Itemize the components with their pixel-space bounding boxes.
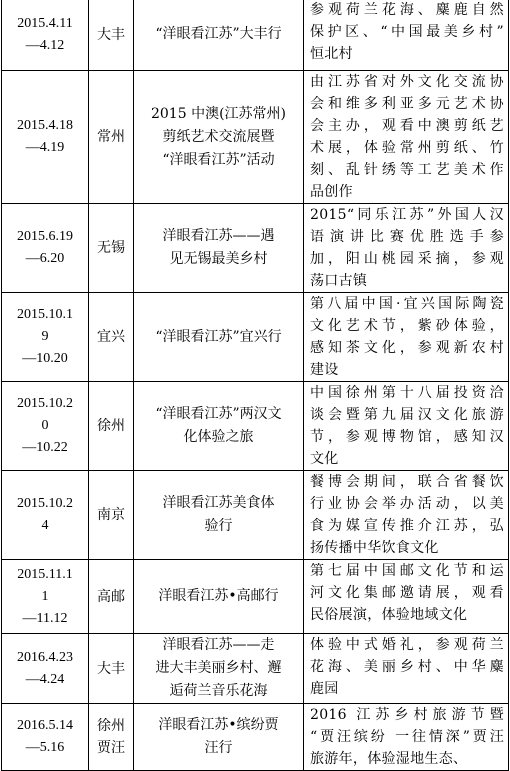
- city-cell: [89, 0, 134, 71]
- description-cell-line: 民俗展演，体验地域文化: [310, 607, 468, 623]
- description-cell-line: 花海、美丽乡村、中华麋: [310, 659, 504, 675]
- city-cell-line: 大丰: [97, 660, 125, 677]
- city-cell-line: 无锡: [97, 240, 125, 256]
- activity-cell-line: 逅荷兰音乐花海: [169, 683, 268, 699]
- city-cell-line: 大丰: [97, 26, 125, 43]
- date-cell: [2, 71, 89, 204]
- description-cell-line: 鹿园: [310, 681, 339, 697]
- activity-cell-line: 洋眼看江苏•缤纷贾: [158, 717, 279, 733]
- description-cell-line: 参观荷兰花海、麋鹿自然: [310, 2, 504, 18]
- description-cell-line: 会和维多利亚多元艺术协: [310, 96, 504, 112]
- description-cell-line: 加，阳山桃园采摘，参观: [310, 251, 504, 267]
- date-cell: [2, 382, 89, 471]
- activity-cell: [134, 293, 304, 382]
- activity-cell-line: 进大丰美丽乡村、邂: [155, 660, 282, 676]
- description-cell-line: “贾汪缤纷 一往情深”贾汪: [310, 729, 504, 745]
- description-cell: [304, 471, 509, 560]
- date-cell-line: 2015.4.11: [17, 15, 73, 31]
- itinerary-table: [1, 0, 509, 771]
- date-cell-line: —5.16: [25, 740, 65, 755]
- date-cell: [2, 704, 89, 771]
- description-cell-line: 会主办，观看中澳剪纸艺: [310, 118, 504, 134]
- date-cell-line: 2015.10.2: [17, 496, 73, 511]
- date-cell: [2, 634, 89, 704]
- city-cell-line: 宜兴: [97, 329, 125, 345]
- city-cell: [89, 471, 134, 560]
- city-cell: [89, 71, 134, 204]
- date-cell-line: —4.19: [25, 140, 65, 155]
- description-cell-line: 刻、乱针绣等工艺美术作: [310, 162, 504, 178]
- activity-cell-line: 见无锡最美乡村: [169, 251, 268, 267]
- date-cell-line: 2016.4.23: [17, 649, 73, 665]
- description-cell: [304, 704, 509, 771]
- description-cell-line: 2016 江苏乡村旅游节暨: [310, 707, 504, 723]
- activity-cell-line: “洋眼看江苏”宜兴行: [155, 328, 282, 345]
- description-cell: [304, 560, 509, 634]
- city-cell-line: 高邮: [97, 588, 125, 605]
- table-row: [2, 293, 509, 382]
- activity-cell-line: 验行: [204, 518, 233, 534]
- description-cell-line: 旅游年，体验湿地生态、: [310, 751, 468, 767]
- activity-cell: [134, 471, 304, 560]
- date-cell: [2, 560, 89, 634]
- table-row: [2, 560, 509, 634]
- city-cell: [89, 382, 134, 471]
- date-cell: [2, 204, 89, 293]
- description-cell-line: 扬传播中华饮食文化: [310, 540, 439, 556]
- activity-cell: [134, 0, 304, 71]
- table-row: [2, 0, 509, 71]
- description-cell-line: 体验中式婚礼，参观荷兰: [310, 637, 504, 653]
- activity-cell-line: 化体验之旅: [183, 429, 254, 445]
- description-cell-line: 感知茶文化，参观新农村: [310, 340, 504, 356]
- table-row: [2, 634, 509, 704]
- activity-cell: [134, 704, 304, 771]
- activity-cell: [134, 634, 304, 704]
- description-cell-line: 语演讲比赛优胜选手参: [310, 229, 504, 245]
- date-cell: [2, 293, 89, 382]
- description-cell: [304, 71, 509, 204]
- table-row: [2, 704, 509, 771]
- description-cell-line: 河文化集邮邀请展，观看: [310, 585, 504, 601]
- description-cell: [304, 204, 509, 293]
- description-cell-line: 由江苏省对外文化交流协: [310, 74, 504, 90]
- date-cell-line: 2015.10.2: [17, 396, 73, 411]
- city-cell: [89, 204, 134, 293]
- description-cell-line: 节，参观博物馆，感知汉: [310, 429, 504, 445]
- date-cell-line: 1: [41, 588, 49, 604]
- date-cell-line: —6.20: [25, 251, 65, 266]
- date-cell-line: —10.20: [22, 351, 68, 366]
- activity-cell-line: “洋眼看江苏”大丰行: [155, 26, 282, 42]
- activity-cell: [134, 204, 304, 293]
- description-cell-line: 行业协会举办活动，以美: [310, 496, 504, 512]
- date-cell-line: 2015.4.18: [17, 118, 73, 133]
- activity-cell-line: 洋眼看江苏•高邮行: [158, 588, 279, 604]
- description-cell-line: 谈会暨第九届汉文化旅游: [310, 407, 504, 423]
- date-cell-line: 0: [41, 418, 49, 433]
- city-cell-line: 南京: [97, 507, 125, 523]
- city-cell-line: 徐州: [97, 418, 125, 434]
- description-cell: [304, 634, 509, 704]
- date-cell-line: —4.24: [25, 671, 65, 687]
- description-cell-line: 术展，体验常州剪纸、竹: [310, 140, 504, 156]
- table-row: [2, 382, 509, 471]
- date-cell-line: —11.12: [22, 610, 68, 626]
- activity-cell: [134, 382, 304, 471]
- date-cell-line: —10.22: [22, 440, 68, 455]
- activity-cell-line: 汪行: [204, 740, 233, 756]
- activity-cell-line: “洋眼看江苏”活动: [162, 151, 275, 168]
- date-cell-line: 2015.11.1: [17, 566, 73, 582]
- activity-cell-line: 2015 中澳(江苏常州): [150, 105, 286, 122]
- description-cell-line: 第七届中国邮文化节和运: [310, 563, 504, 579]
- description-cell-line: 建设: [310, 362, 339, 378]
- table-row: [2, 471, 509, 560]
- description-cell-line: 恒北村: [310, 46, 353, 62]
- description-cell: [304, 0, 509, 71]
- city-cell-line: 常州: [97, 129, 125, 145]
- description-cell-line: 文化艺术节，紫砂体验，: [310, 318, 504, 334]
- city-cell-line: 徐州: [97, 718, 125, 734]
- date-cell-line: 2015.6.19: [17, 229, 73, 244]
- description-cell-line: 2015“同乐江苏”外国人汉: [310, 207, 504, 223]
- date-cell-line: —4.12: [25, 37, 65, 53]
- activity-cell-line: “洋眼看江苏”两汉文: [155, 406, 282, 422]
- description-cell-line: 保护区、“中国最美乡村”: [310, 24, 504, 40]
- date-cell-line: 9: [41, 329, 49, 344]
- activity-cell: [134, 71, 304, 204]
- city-cell-line: 贾汪: [97, 740, 125, 756]
- city-cell: [89, 634, 134, 704]
- city-cell: [89, 704, 134, 771]
- description-cell-line: 荡口古镇: [310, 273, 368, 289]
- activity-cell-line: 剪纸艺术交流展暨: [162, 128, 275, 145]
- date-cell-line: 2015.10.1: [17, 307, 73, 322]
- activity-cell: [134, 560, 304, 634]
- city-cell: [89, 560, 134, 634]
- activity-cell-line: 洋眼看江苏——遇: [162, 228, 275, 244]
- date-cell: [2, 0, 89, 71]
- description-cell-line: 文化: [310, 451, 339, 467]
- description-cell-line: 品创作: [310, 184, 353, 200]
- date-cell-line: 2016.5.14: [17, 718, 73, 733]
- description-cell: [304, 382, 509, 471]
- activity-cell-line: 洋眼看江苏美食体: [162, 495, 275, 511]
- date-cell: [2, 471, 89, 560]
- description-cell-line: 中国徐州第十八届投资洽: [310, 385, 504, 401]
- activity-cell-line: 洋眼看江苏——走: [162, 637, 275, 653]
- description-cell-line: 餐博会期间，联合省餐饮: [310, 474, 504, 490]
- description-cell-line: 食为媒宣传推介江苏，弘: [310, 518, 504, 534]
- description-cell: [304, 293, 509, 382]
- description-cell-line: 第八届中国·宜兴国际陶瓷: [310, 296, 504, 312]
- table-row: [2, 204, 509, 293]
- city-cell: [89, 293, 134, 382]
- date-cell-line: 4: [41, 518, 49, 533]
- table-row: [2, 71, 509, 204]
